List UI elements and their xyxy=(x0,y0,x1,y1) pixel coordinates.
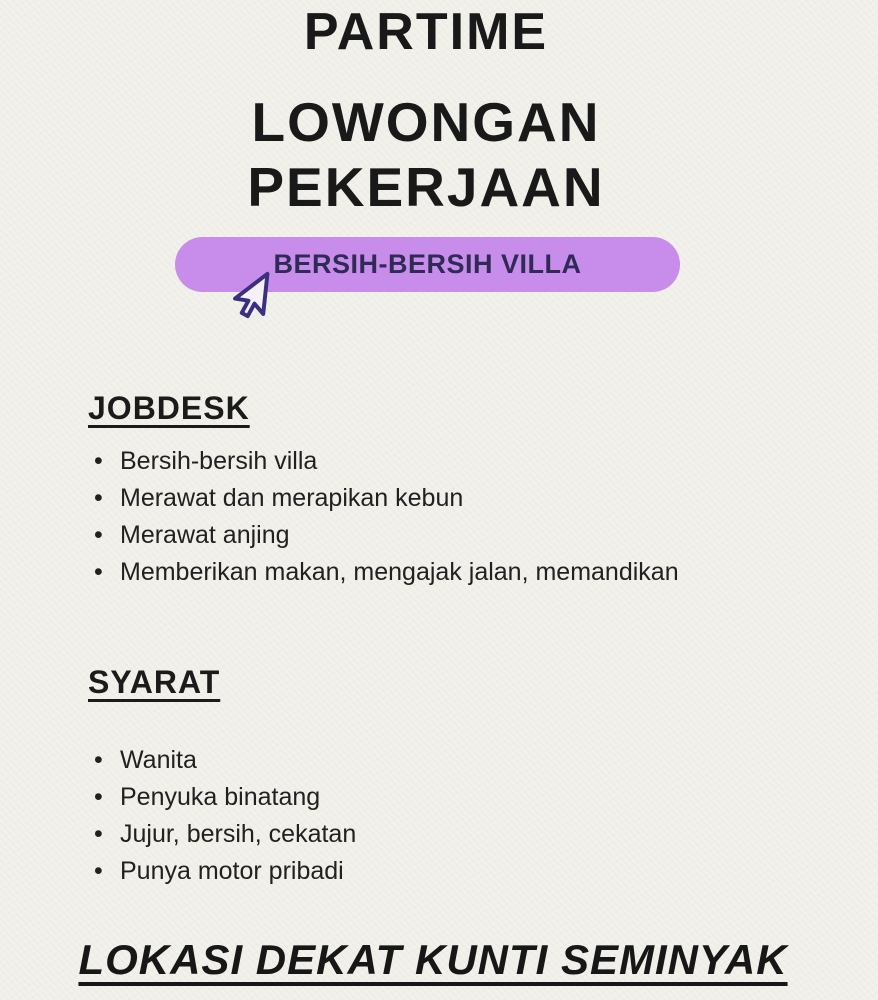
poster-subtitle-partime: PARTIME xyxy=(303,3,549,61)
mouse-pointer-icon xyxy=(221,263,277,323)
jobdesk-list xyxy=(88,443,679,591)
poster-title-line2: PEKERJAAN xyxy=(247,156,605,218)
syarat-list xyxy=(88,742,356,890)
list-item: • Penyuka binatang xyxy=(88,779,356,816)
list-item: • Memberikan makan, mengajak jalan, memandikan xyxy=(88,554,679,591)
poster-title xyxy=(0,90,852,220)
list-item: • Punya motor pribadi xyxy=(88,853,356,890)
poster-title-line1: LOWONGAN xyxy=(251,91,601,153)
list-item: • Wanita xyxy=(88,742,356,779)
list-item: • Merawat anjing xyxy=(88,517,679,554)
section-heading-jobdesk: JOBDESK xyxy=(88,390,250,426)
job-category-badge[interactable] xyxy=(175,237,680,292)
list-item: • Jujur, bersih, cekatan xyxy=(88,816,356,853)
job-category-badge-label: BERSIH-BERSIH VILLA xyxy=(273,249,582,279)
list-item: • Bersih-bersih villa xyxy=(88,443,679,480)
location-footer: LOKASI DEKAT KUNTI SEMINYAK xyxy=(78,936,788,983)
section-heading-syarat: SYARAT xyxy=(88,664,221,700)
list-item: • Merawat dan merapikan kebun xyxy=(88,480,679,517)
